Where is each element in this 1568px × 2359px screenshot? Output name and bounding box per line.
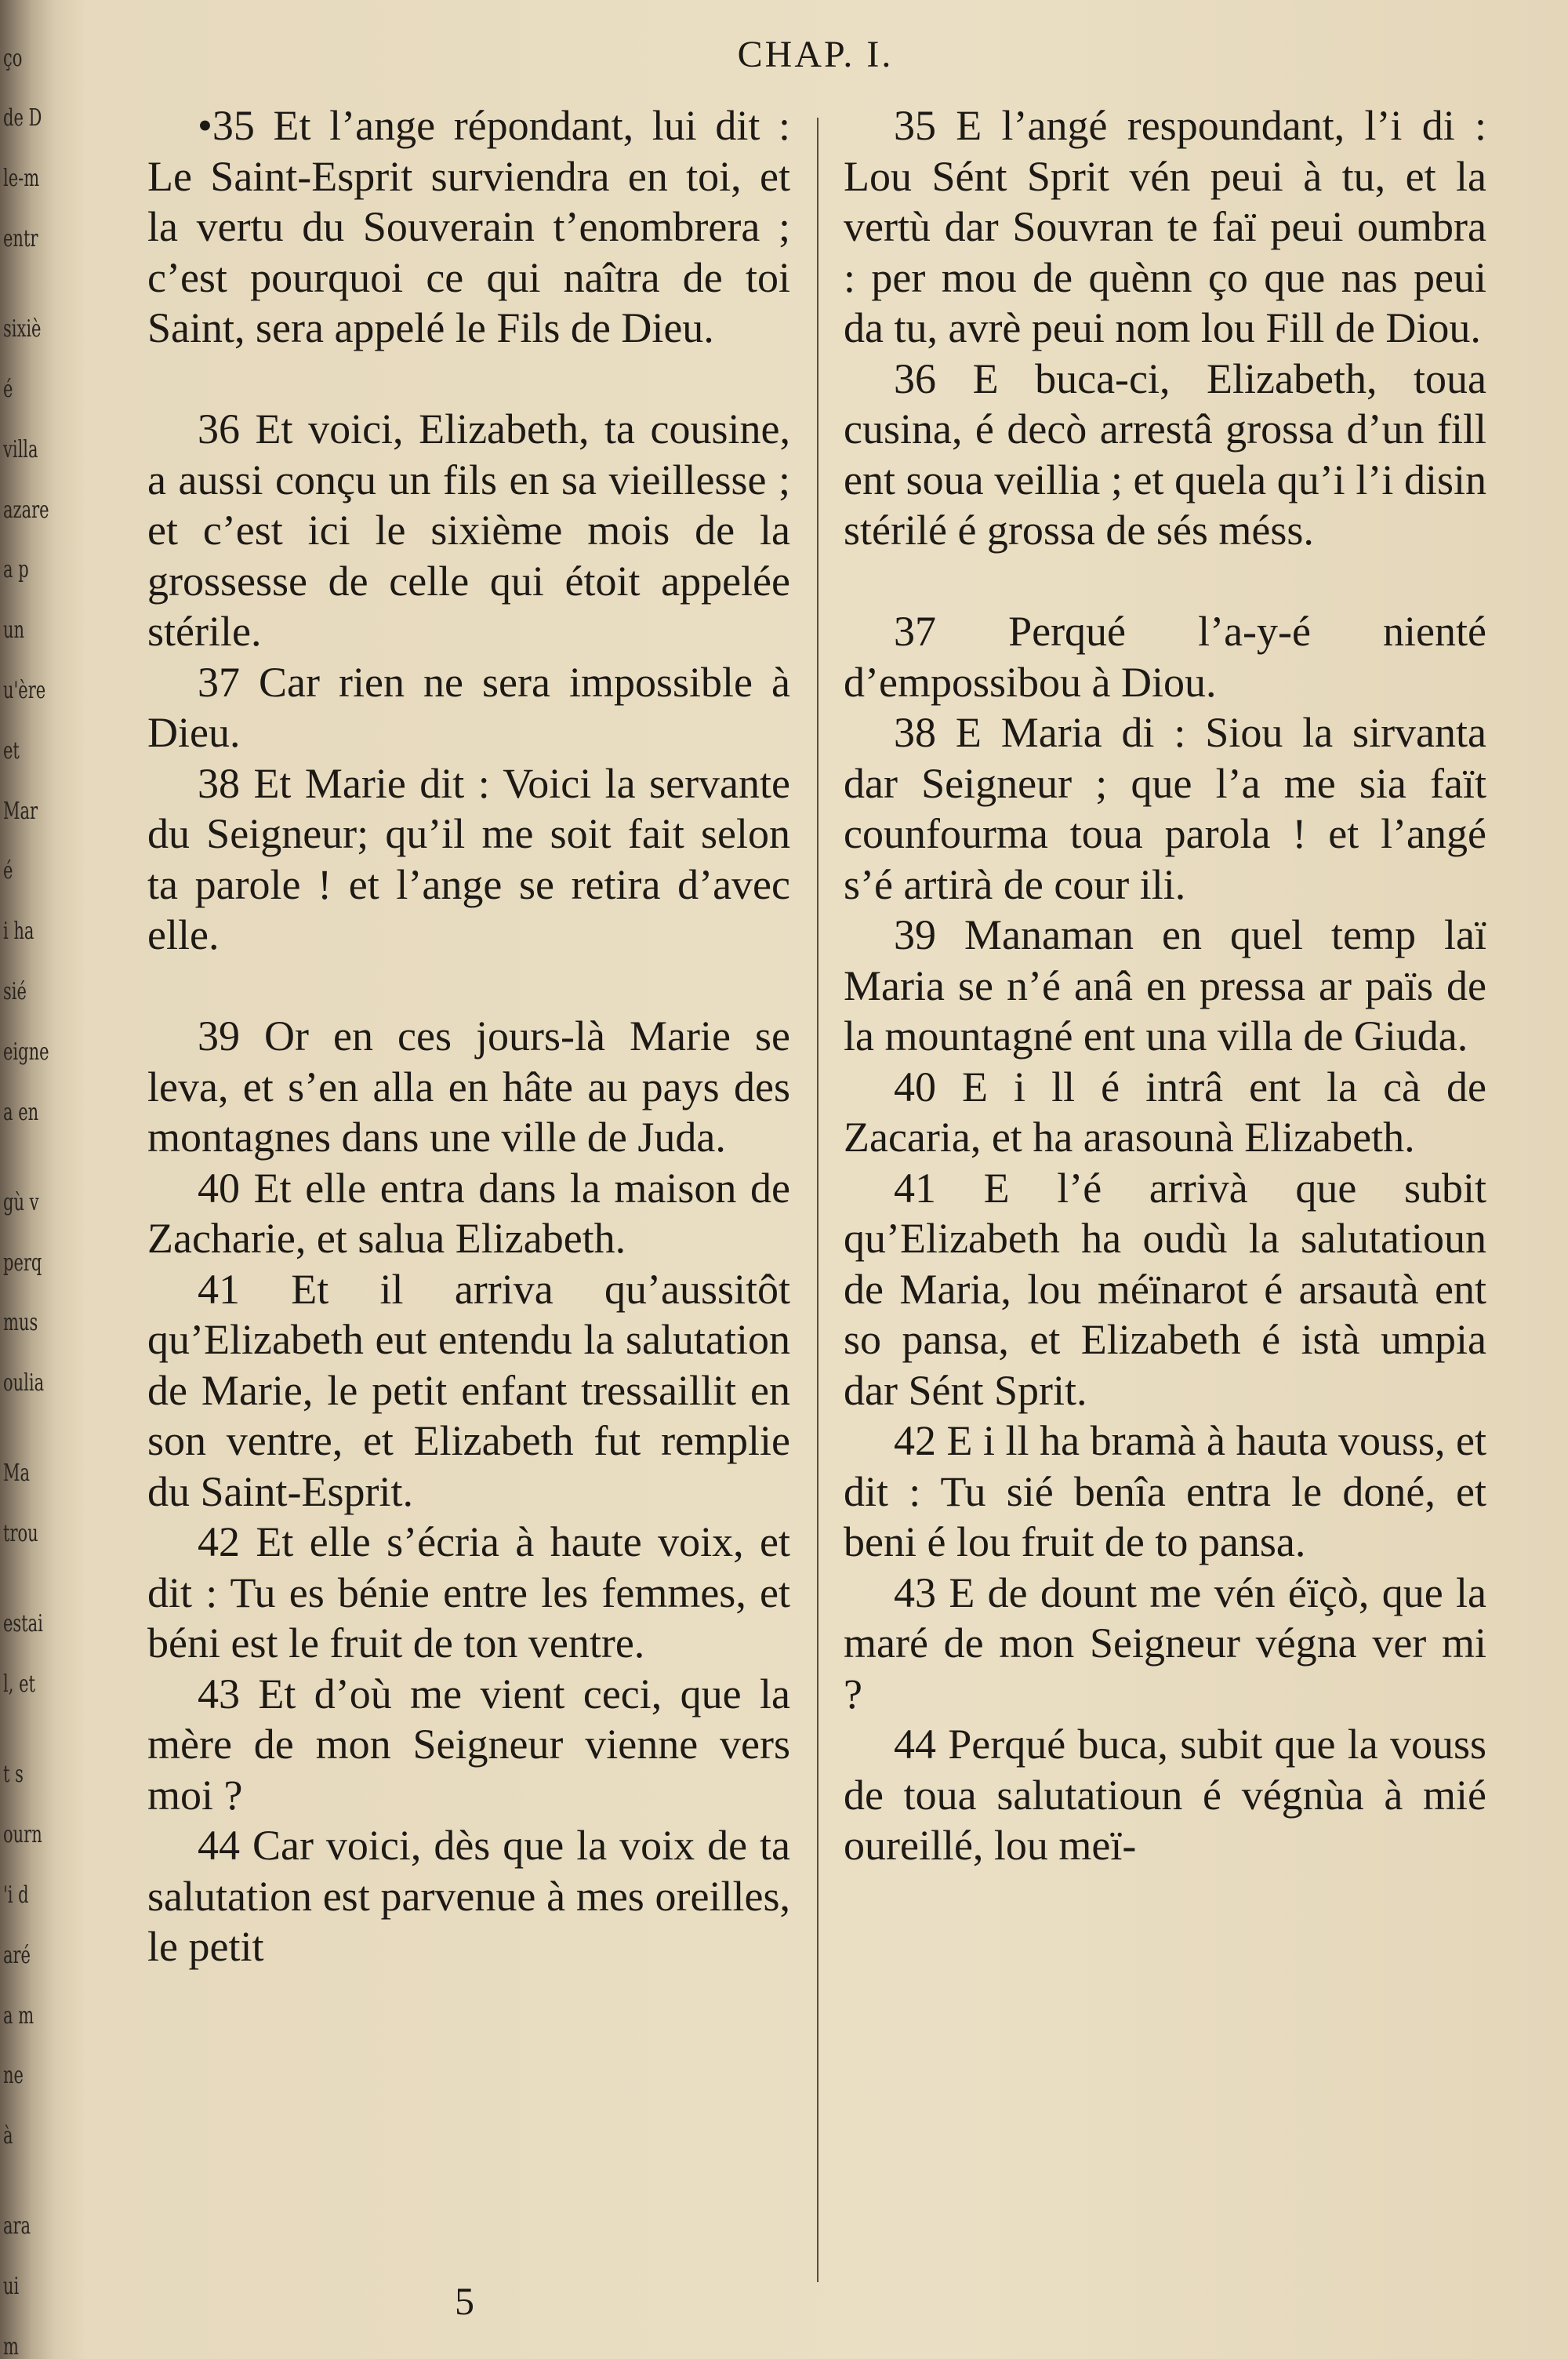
gutter-fragment: oulia [3, 1369, 45, 1398]
gutter-fragment: é [3, 857, 13, 885]
gutter-fragment: ourn [3, 1821, 42, 1849]
verse-paragraph: 39 Manaman en quel temp laï Maria se n’é anâ en pressa ar païs de la mountagné ent una villa de Giuda. [844, 911, 1486, 1060]
gutter-fragment: et [3, 736, 20, 765]
verse-paragraph: 39 Or en ces jours-là Marie se leva, et s’en alla en hâte au pays des montagnes dans une ville de Juda. [147, 1012, 790, 1161]
gutter-fragment: aré [3, 1941, 31, 1969]
gutter-fragment: de D [3, 104, 42, 133]
nicard-column [844, 100, 1486, 1871]
gutter-fragment: l, et [3, 1670, 35, 1699]
gutter-fragment: ara [3, 2212, 31, 2241]
verse-paragraph: 41 E l’é arrivà que subit qu’Elizabeth ha oudù la salutatioun de Maria, lou méïnarot é arsautà ent so pansa, et Elizabeth é istà umpia dar Sént Sprit. [844, 1164, 1486, 1414]
verse-paragraph: 42 E i ll ha bramà à hauta vouss, et dit : Tu sié benîa entra le doné, et beni é lou fruit de to pansa. [844, 1417, 1486, 1565]
gutter-fragment: gù v [3, 1188, 39, 1216]
verse-paragraph: 37 Perqué l’a-y-é nienté d’empossibou à Diou. [844, 608, 1486, 706]
facing-page-fragments [0, 0, 61, 2359]
verse-paragraph: 35 E l’angé respoundant, l’i di : Lou Sént Sprit vén peui à tu, et la vertù dar Souvran te faï peui oumbra : per mou de quènn ço que nas peui da tu, avrè peui nom lou Fill de Diou. [844, 102, 1486, 351]
gutter-fragment: 'i d [3, 1881, 29, 1909]
verse-paragraph: 43 Et d’où me vient ceci, que la mère de mon Seigneur vienne vers moi ? [147, 1670, 790, 1819]
verse-paragraph: 44 Car voici, dès que la voix de ta salutation est parvenue à mes oreilles, le petit [147, 1822, 790, 1970]
gutter-fragment: é [3, 376, 13, 403]
column-divider [817, 118, 818, 2282]
verse-spacer [147, 354, 790, 405]
gutter-fragment: a p [3, 556, 29, 584]
gutter-fragment: villa [3, 435, 38, 463]
verse-paragraph: 36 Et voici, Elizabeth, ta cousine, a aussi conçu un fils en sa vieillesse ; et c’est ici le sixième mois de la grossesse de celle qui étoit appelée stérile. [147, 405, 790, 655]
gutter-fragment: u'ère [3, 677, 46, 704]
verse-paragraph: 37 Car rien ne sera impossible à Dieu. [147, 658, 790, 756]
gutter-fragment: a m [3, 2001, 34, 2030]
gutter-fragment: à [3, 2122, 13, 2150]
gutter-fragment: t s [3, 1761, 24, 1789]
gutter-fragment: ui [3, 2273, 20, 2301]
gutter-fragment: m [3, 2333, 19, 2359]
verse-paragraph: 44 Perqué buca, subit que la vouss de toua salutatioun é végnùa à mié oureillé, lou meï- [844, 1721, 1486, 1869]
gutter-fragment: azare [3, 496, 49, 524]
gutter-fragment: un [3, 616, 25, 645]
gutter-fragment: sié [3, 978, 27, 1005]
french-column [147, 100, 790, 1972]
gutter-fragment: entr [3, 225, 38, 253]
verse-paragraph: 42 Et elle s’écria à haute voix, et dit : Tu es bénie entre les femmes, et béni est le fruit de ton ventre. [147, 1518, 790, 1667]
verse-spacer [147, 961, 790, 1012]
gutter-fragment: Mar [3, 797, 38, 825]
gutter-fragment: Ma [3, 1459, 31, 1488]
gutter-fragment: eigne [3, 1038, 49, 1066]
verse-paragraph: 40 E i ll é intrâ ent la cà de Zacaria, et ha arasounà Elizabeth. [844, 1063, 1486, 1161]
gutter-fragment: a en [3, 1098, 39, 1126]
verse-paragraph: 38 E Maria di : Siou la sirvanta dar Seigneur ; que l’a me sia faït counfourma toua parola ! et l’angé s’é artirà de cour ili. [844, 709, 1486, 908]
verse-paragraph: 40 Et elle entra dans la maison de Zacharie, et salua Elizabeth. [147, 1164, 790, 1262]
verse-paragraph: 43 E de dount me vén éïçò, que la maré de mon Seigneur végna ver mi ? [844, 1568, 1486, 1717]
page-number: 5 [455, 2279, 474, 2323]
gutter-fragment: i ha [3, 918, 34, 946]
verse-spacer [844, 556, 1486, 607]
gutter-fragment: le-m [3, 165, 40, 193]
chapter-header: CHAP. I. [737, 34, 894, 75]
gutter-fragment: ço [3, 44, 23, 72]
gutter-fragment: ne [3, 2062, 24, 2090]
gutter-fragment: trou [3, 1520, 38, 1548]
gutter-fragment: mus [3, 1309, 38, 1337]
gutter-fragment: perq [3, 1249, 42, 1277]
gutter-fragment: estai [3, 1610, 43, 1638]
gutter-fragment: sixiè [3, 315, 42, 343]
verse-paragraph: 36 E buca-ci, Elizabeth, toua cusina, é decò arrestâ grossa d’un fill ent soua veillia ; et quela qu’i l’i disin stérilé é grossa de sés méss. [844, 354, 1486, 554]
verse-paragraph: 38 Et Marie dit : Voici la servante du Seigneur; qu’il me soit fait selon ta parole ! et l’ange se retira d’avec elle. [147, 759, 790, 958]
verse-paragraph: 41 Et il arriva qu’aussitôt qu’Elizabeth eut entendu la salutation de Marie, le petit enfant tressaillit en son ventre, et Elizabeth fut remplie du Saint-Esprit. [147, 1265, 790, 1515]
verse-paragraph: •35 Et l’ange répondant, lui dit : Le Saint-Esprit surviendra en toi, et la vertu du Souverain t’enombrera ; c’est pourquoi ce qui naîtra de toi Saint, sera appelé le Fils de Dieu. [147, 102, 790, 351]
